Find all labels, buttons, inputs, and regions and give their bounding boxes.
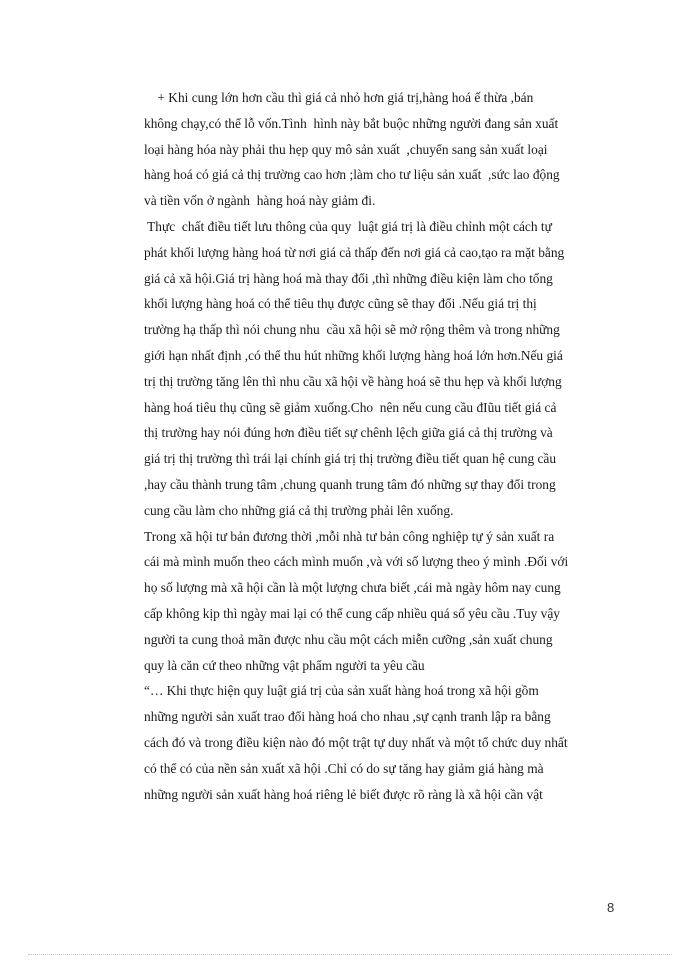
text-line: hàng hoá có giá cả thị trường cao hơn ;làm cho tư liệu sản xuất ,sức lao động: [144, 167, 560, 183]
document-body: [144, 85, 614, 807]
text-line: cái mà mình muốn theo cách mình muốn ,và với số lượng theo ý mình .Đối với: [144, 554, 569, 570]
text-line: những người sản xuất trao đổi hàng hoá cho nhau ,sự cạnh tranh lập ra bằng: [144, 709, 551, 725]
text-line: phát khối lượng hàng hoá từ nơi giá cả thấp đến nơi giá cả cao,tạo ra mặt bằng: [144, 244, 565, 260]
text-line: + Khi cung lớn hơn cầu thì giá cả nhỏ hơn giá trị,hàng hoá ế thừa ,bán: [144, 90, 534, 105]
text-line: họ số lượng mà xã hội cần là một lượng chưa biết ,cái mà ngày hôm nay cung: [144, 580, 561, 596]
text-line: có thể có của nền sản xuất xã hội .Chỉ có do sự tăng hay giảm giá hàng mà: [144, 760, 544, 776]
text-line: cung cầu làm cho những giá cả thị trường phải lên xuống.: [144, 502, 454, 518]
text-line: không chạy,có thể lỗ vốn.Tình hình này bắt buộc những người đang sản xuất: [144, 115, 559, 131]
text-line: người ta cung thoả mãn được nhu cầu một cách miễn cưỡng ,sản xuất chung: [144, 631, 553, 647]
text-line: những người sản xuất hàng hoá riêng lẻ biết được rõ ràng là xã hội cần vật: [144, 786, 543, 802]
text-line: cấp không kịp thì ngày mai lại có thể cung cấp nhiều quá số yêu cầu .Tuy vậy: [144, 605, 561, 621]
text-line: Thực chất điều tiết lưu thông của quy luật giá trị là điều chỉnh một cách tự: [144, 218, 552, 234]
page-number: 8: [607, 900, 615, 915]
text-line: hàng hoá tiêu thụ cũng sẽ giảm xuống.Cho nên nếu cung cầu đIũu tiết giá cả: [144, 399, 557, 415]
text-line: trường hạ thấp thì nói chung nhu cầu xã hội sẽ mở rộng thêm và trong những: [144, 322, 560, 338]
text-line: quy là căn cứ theo những vật phẩm người ta yêu cầu: [144, 657, 425, 673]
text-line: giá cả xã hội.Giá trị hàng hoá mà thay đổi ,thì những điều kiện làm cho tổng: [144, 270, 553, 286]
text-line: giới hạn nhất định ,có thể thu hút những khối lượng hàng hoá lớn hơn.Nếu giá: [144, 347, 563, 363]
page-bottom-divider: [28, 954, 672, 955]
text-line: Trong xã hội tư bản đương thời ,mỗi nhà tư bản công nghiệp tự ý sản xuất ra: [144, 528, 555, 544]
text-line: ,hay cầu thành trung tâm ,chung quanh trung tâm đó những sự thay đổi trong: [144, 476, 556, 492]
text-line: và tiền vốn ở ngành hàng hoá này giảm đi.: [144, 193, 376, 209]
text-line: thị trường hay nói đúng hơn điều tiết sự chênh lệch giữa giá cả thị trường và: [144, 425, 553, 441]
text-line: khối lượng hàng hoá có thể tiêu thụ được cũng sẽ thay đổi .Nếu giá trị thị: [144, 296, 537, 312]
text-line: loại hàng hóa này phải thu hẹp quy mô sản xuất ,chuyển sang sản xuất loại: [144, 141, 548, 157]
text-line: giá trị thị trường thì trái lại chính giá trị thị trường điều tiết quan hệ cung cầu: [144, 451, 557, 467]
text-line: trị thị trường tăng lên thì nhu cầu xã hội về hàng hoá sẽ thu hẹp và khối lượng: [144, 373, 562, 389]
text-line: cách đó và trong điều kiện nào đó một trật tự duy nhất và một tổ chức duy nhất: [144, 734, 568, 750]
text-line: “… Khi thực hiện quy luật giá trị của sản xuất hàng hoá trong xã hội gồm: [144, 683, 539, 699]
